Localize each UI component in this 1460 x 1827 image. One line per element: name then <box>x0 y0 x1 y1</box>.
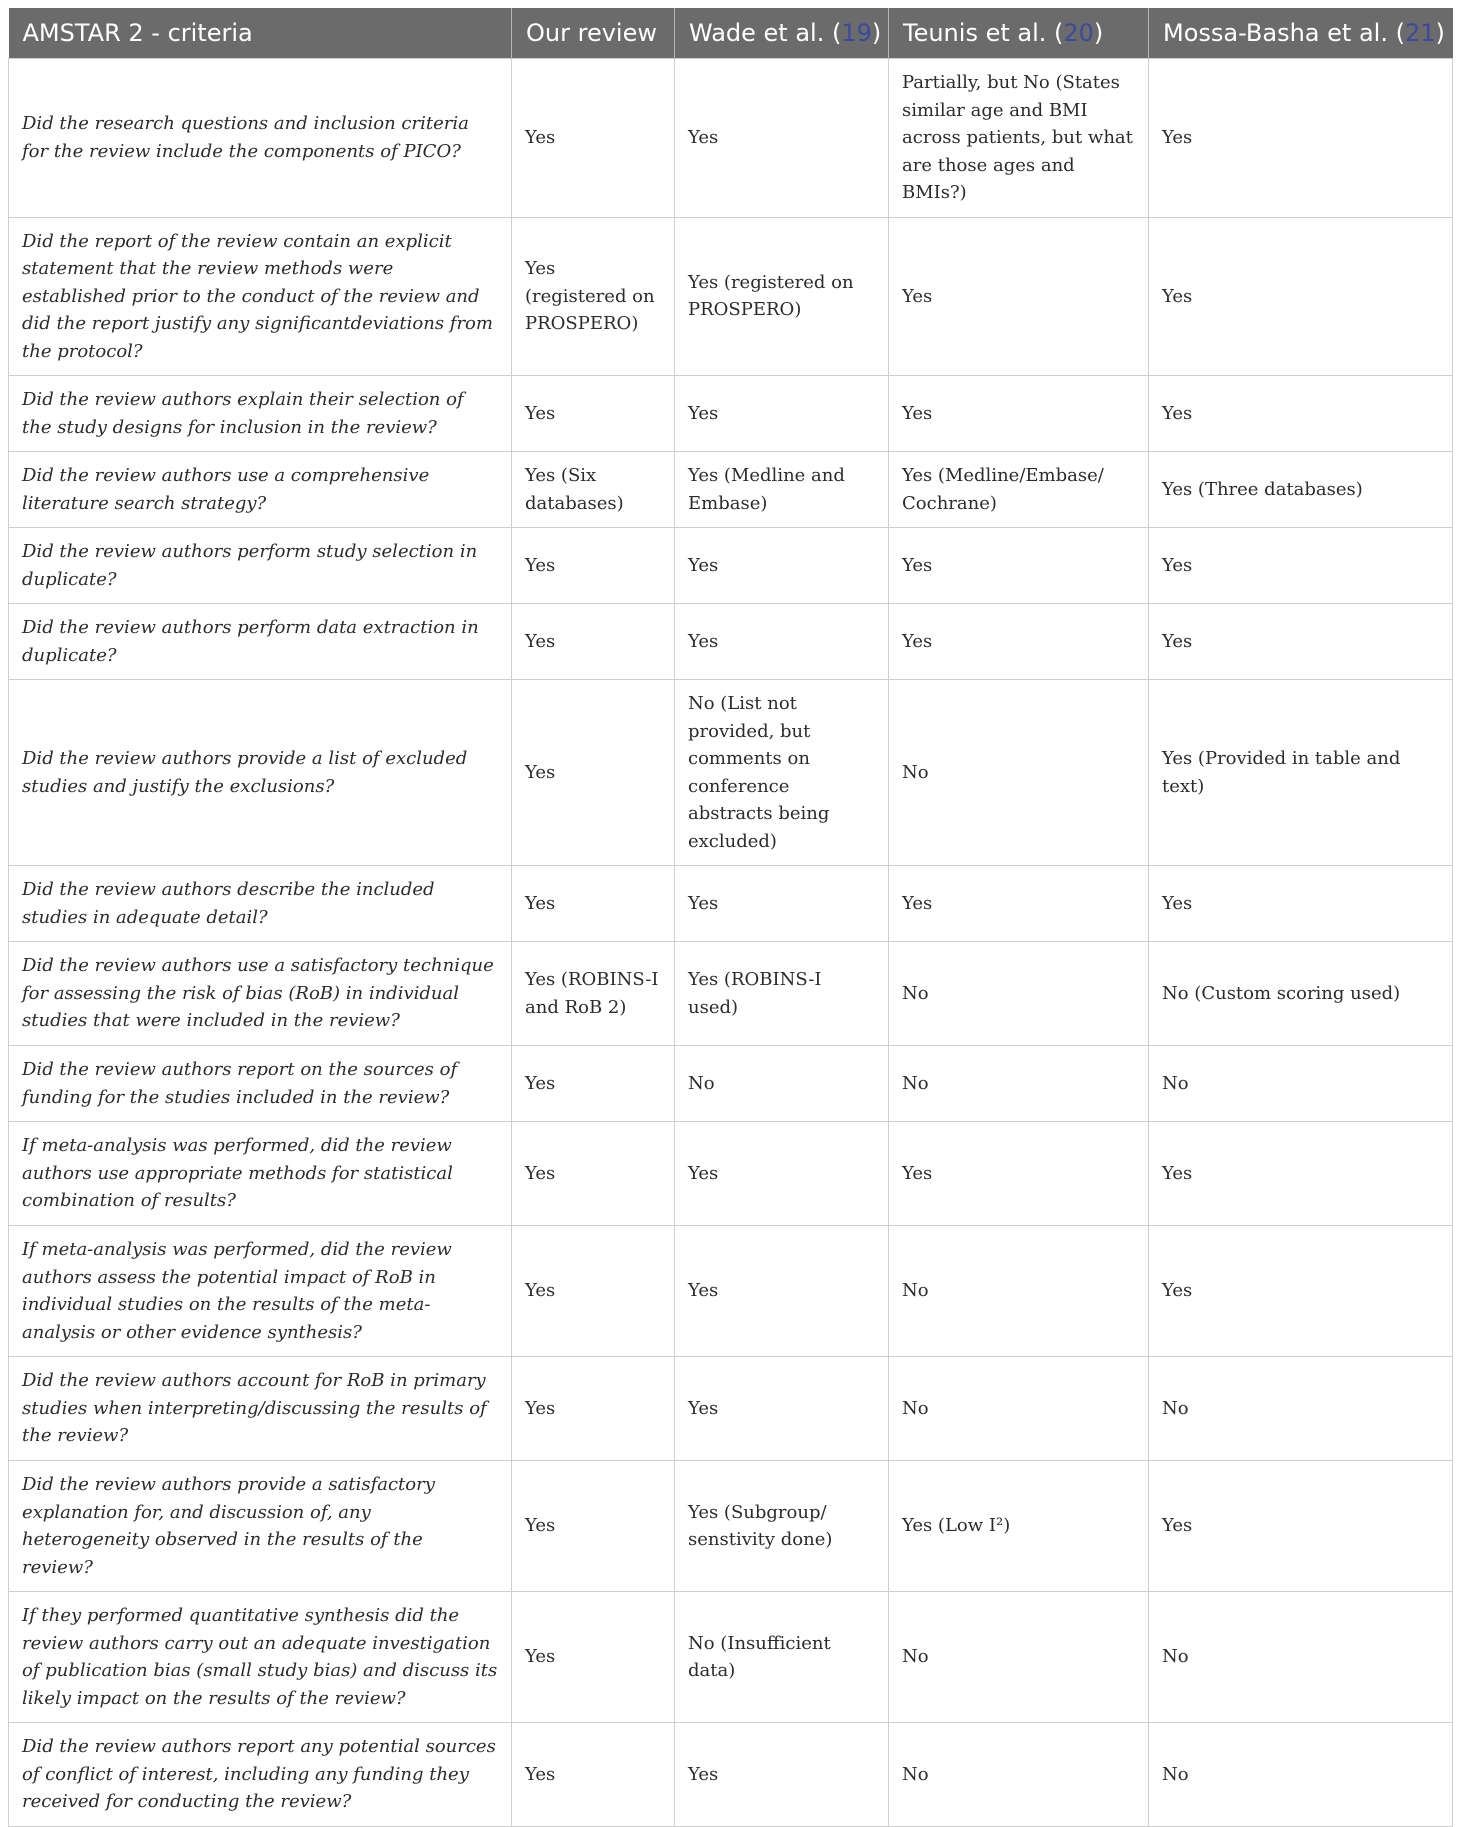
header-mossa-close: ) <box>1435 19 1445 47</box>
table-row <box>9 217 1453 376</box>
header-teunis-text: Teunis et al. ( <box>903 19 1064 47</box>
table-row <box>9 1226 1453 1357</box>
table-row <box>9 1357 1453 1461</box>
mossa-basha-cell: Yes <box>1149 59 1453 218</box>
wade-cell: Yes <box>675 528 889 604</box>
mossa-basha-cell: Yes <box>1149 1461 1453 1592</box>
criterion-cell: Did the review authors provide a satisfactory explanation for, and discussion of, any heterogeneity observed in the results of the review? <box>9 1461 512 1592</box>
teunis-cell: No <box>889 1046 1149 1122</box>
teunis-cell: No <box>889 1226 1149 1357</box>
table-row <box>9 1461 1453 1592</box>
header-wade <box>675 8 889 59</box>
table-row <box>9 680 1453 866</box>
mossa-basha-cell: Yes <box>1149 217 1453 376</box>
wade-cell: Yes <box>675 1122 889 1226</box>
header-criteria: AMSTAR 2 - criteria <box>9 8 512 59</box>
teunis-cell: Yes <box>889 1122 1149 1226</box>
table-row <box>9 1592 1453 1723</box>
header-wade-close: ) <box>871 19 882 47</box>
mossa-basha-cell: No (Custom scoring used) <box>1149 942 1453 1046</box>
citation-link-21[interactable]: 21 <box>1404 19 1436 47</box>
criterion-cell: If meta-analysis was performed, did the review authors use appropriate methods for statistical combination of results? <box>9 1122 512 1226</box>
teunis-cell: Yes <box>889 217 1149 376</box>
wade-cell: No <box>675 1046 889 1122</box>
table-row <box>9 942 1453 1046</box>
amstar2-comparison-table-wrapper <box>8 8 1452 1827</box>
criterion-cell: Did the review authors use a satisfactory technique for assessing the risk of bias (RoB) in individual studies that were included in the review? <box>9 942 512 1046</box>
criterion-cell: Did the review authors use a comprehensive literature search strategy? <box>9 452 512 528</box>
teunis-cell: Yes (Low I²) <box>889 1461 1149 1592</box>
teunis-cell: No <box>889 1592 1149 1723</box>
amstar2-comparison-table <box>8 8 1453 1827</box>
wade-cell: No (Insufficient data) <box>675 1592 889 1723</box>
table-row <box>9 452 1453 528</box>
wade-cell: Yes <box>675 604 889 680</box>
table-row <box>9 376 1453 452</box>
our-review-cell: Yes (registered on PROSPERO) <box>512 217 675 376</box>
our-review-cell: Yes <box>512 59 675 218</box>
our-review-cell: Yes <box>512 376 675 452</box>
table-row <box>9 1046 1453 1122</box>
header-mossa-basha <box>1149 8 1453 59</box>
header-teunis-close: ) <box>1093 19 1104 47</box>
mossa-basha-cell: No <box>1149 1357 1453 1461</box>
mossa-basha-cell: Yes (Provided in table and text) <box>1149 680 1453 866</box>
wade-cell: Yes <box>675 866 889 942</box>
mossa-basha-cell: Yes <box>1149 866 1453 942</box>
our-review-cell: Yes (Six databases) <box>512 452 675 528</box>
teunis-cell: Partially, but No (States similar age and BMI across patients, but what are those ages and BMIs?) <box>889 59 1149 218</box>
header-our-review: Our review <box>512 8 675 59</box>
criterion-cell: Did the review authors account for RoB in primary studies when interpreting/discussing the results of the review? <box>9 1357 512 1461</box>
criterion-cell: Did the review authors provide a list of excluded studies and justify the exclusions? <box>9 680 512 866</box>
criterion-cell: Did the review authors report any potential sources of conflict of interest, including any funding they received for conducting the review? <box>9 1723 512 1827</box>
header-teunis <box>889 8 1149 59</box>
header-wade-text: Wade et al. ( <box>689 19 842 47</box>
header-mossa-text: Mossa-Basha et al. ( <box>1163 19 1405 47</box>
our-review-cell: Yes <box>512 866 675 942</box>
wade-cell: Yes <box>675 1723 889 1827</box>
wade-cell: Yes (registered on PROSPERO) <box>675 217 889 376</box>
criterion-cell: Did the report of the review contain an explicit statement that the review methods were established prior to the conduct of the review and did the report justify any significantdeviations from the protocol? <box>9 217 512 376</box>
mossa-basha-cell: No <box>1149 1592 1453 1723</box>
our-review-cell: Yes <box>512 1357 675 1461</box>
our-review-cell: Yes <box>512 1226 675 1357</box>
teunis-cell: Yes <box>889 866 1149 942</box>
wade-cell: Yes (Subgroup/ senstivity done) <box>675 1461 889 1592</box>
table-row <box>9 528 1453 604</box>
criterion-cell: Did the review authors explain their selection of the study designs for inclusion in the review? <box>9 376 512 452</box>
mossa-basha-cell: Yes <box>1149 528 1453 604</box>
teunis-cell: Yes <box>889 528 1149 604</box>
criterion-cell: Did the research questions and inclusion criteria for the review include the components of PICO? <box>9 59 512 218</box>
our-review-cell: Yes <box>512 604 675 680</box>
mossa-basha-cell: Yes <box>1149 1122 1453 1226</box>
our-review-cell: Yes <box>512 1592 675 1723</box>
table-row <box>9 604 1453 680</box>
teunis-cell: No <box>889 680 1149 866</box>
our-review-cell: Yes <box>512 1122 675 1226</box>
criterion-cell: Did the review authors perform study selection in duplicate? <box>9 528 512 604</box>
teunis-cell: Yes <box>889 376 1149 452</box>
wade-cell: Yes (ROBINS-I used) <box>675 942 889 1046</box>
teunis-cell: Yes (Medline/Embase/ Cochrane) <box>889 452 1149 528</box>
table-row <box>9 59 1453 218</box>
wade-cell: Yes <box>675 1226 889 1357</box>
mossa-basha-cell: No <box>1149 1046 1453 1122</box>
wade-cell: No (List not provided, but comments on conference abstracts being excluded) <box>675 680 889 866</box>
our-review-cell: Yes <box>512 528 675 604</box>
table-row <box>9 866 1453 942</box>
table-row <box>9 1723 1453 1827</box>
criterion-cell: Did the review authors perform data extraction in duplicate? <box>9 604 512 680</box>
teunis-cell: No <box>889 1357 1149 1461</box>
table-body <box>9 59 1453 1827</box>
wade-cell: Yes <box>675 1357 889 1461</box>
table-header-row <box>9 8 1453 59</box>
criterion-cell: Did the review authors report on the sources of funding for the studies included in the review? <box>9 1046 512 1122</box>
citation-link-20[interactable]: 20 <box>1063 19 1094 47</box>
mossa-basha-cell: Yes <box>1149 604 1453 680</box>
teunis-cell: No <box>889 1723 1149 1827</box>
our-review-cell: Yes <box>512 1461 675 1592</box>
teunis-cell: No <box>889 942 1149 1046</box>
our-review-cell: Yes <box>512 1723 675 1827</box>
our-review-cell: Yes <box>512 680 675 866</box>
criterion-cell: Did the review authors describe the included studies in adequate detail? <box>9 866 512 942</box>
mossa-basha-cell: No <box>1149 1723 1453 1827</box>
teunis-cell: Yes <box>889 604 1149 680</box>
criterion-cell: If meta-analysis was performed, did the review authors assess the potential impact of RoB in individual studies on the results of the meta-analysis or other evidence synthesis? <box>9 1226 512 1357</box>
wade-cell: Yes <box>675 59 889 218</box>
mossa-basha-cell: Yes <box>1149 1226 1453 1357</box>
wade-cell: Yes (Medline and Embase) <box>675 452 889 528</box>
mossa-basha-cell: Yes <box>1149 376 1453 452</box>
our-review-cell: Yes <box>512 1046 675 1122</box>
our-review-cell: Yes (ROBINS-I and RoB 2) <box>512 942 675 1046</box>
mossa-basha-cell: Yes (Three databases) <box>1149 452 1453 528</box>
citation-link-19[interactable]: 19 <box>841 19 872 47</box>
table-row <box>9 1122 1453 1226</box>
criterion-cell: If they performed quantitative synthesis did the review authors carry out an adequate investigation of publication bias (small study bias) and discuss its likely impact on the results of the review? <box>9 1592 512 1723</box>
wade-cell: Yes <box>675 376 889 452</box>
